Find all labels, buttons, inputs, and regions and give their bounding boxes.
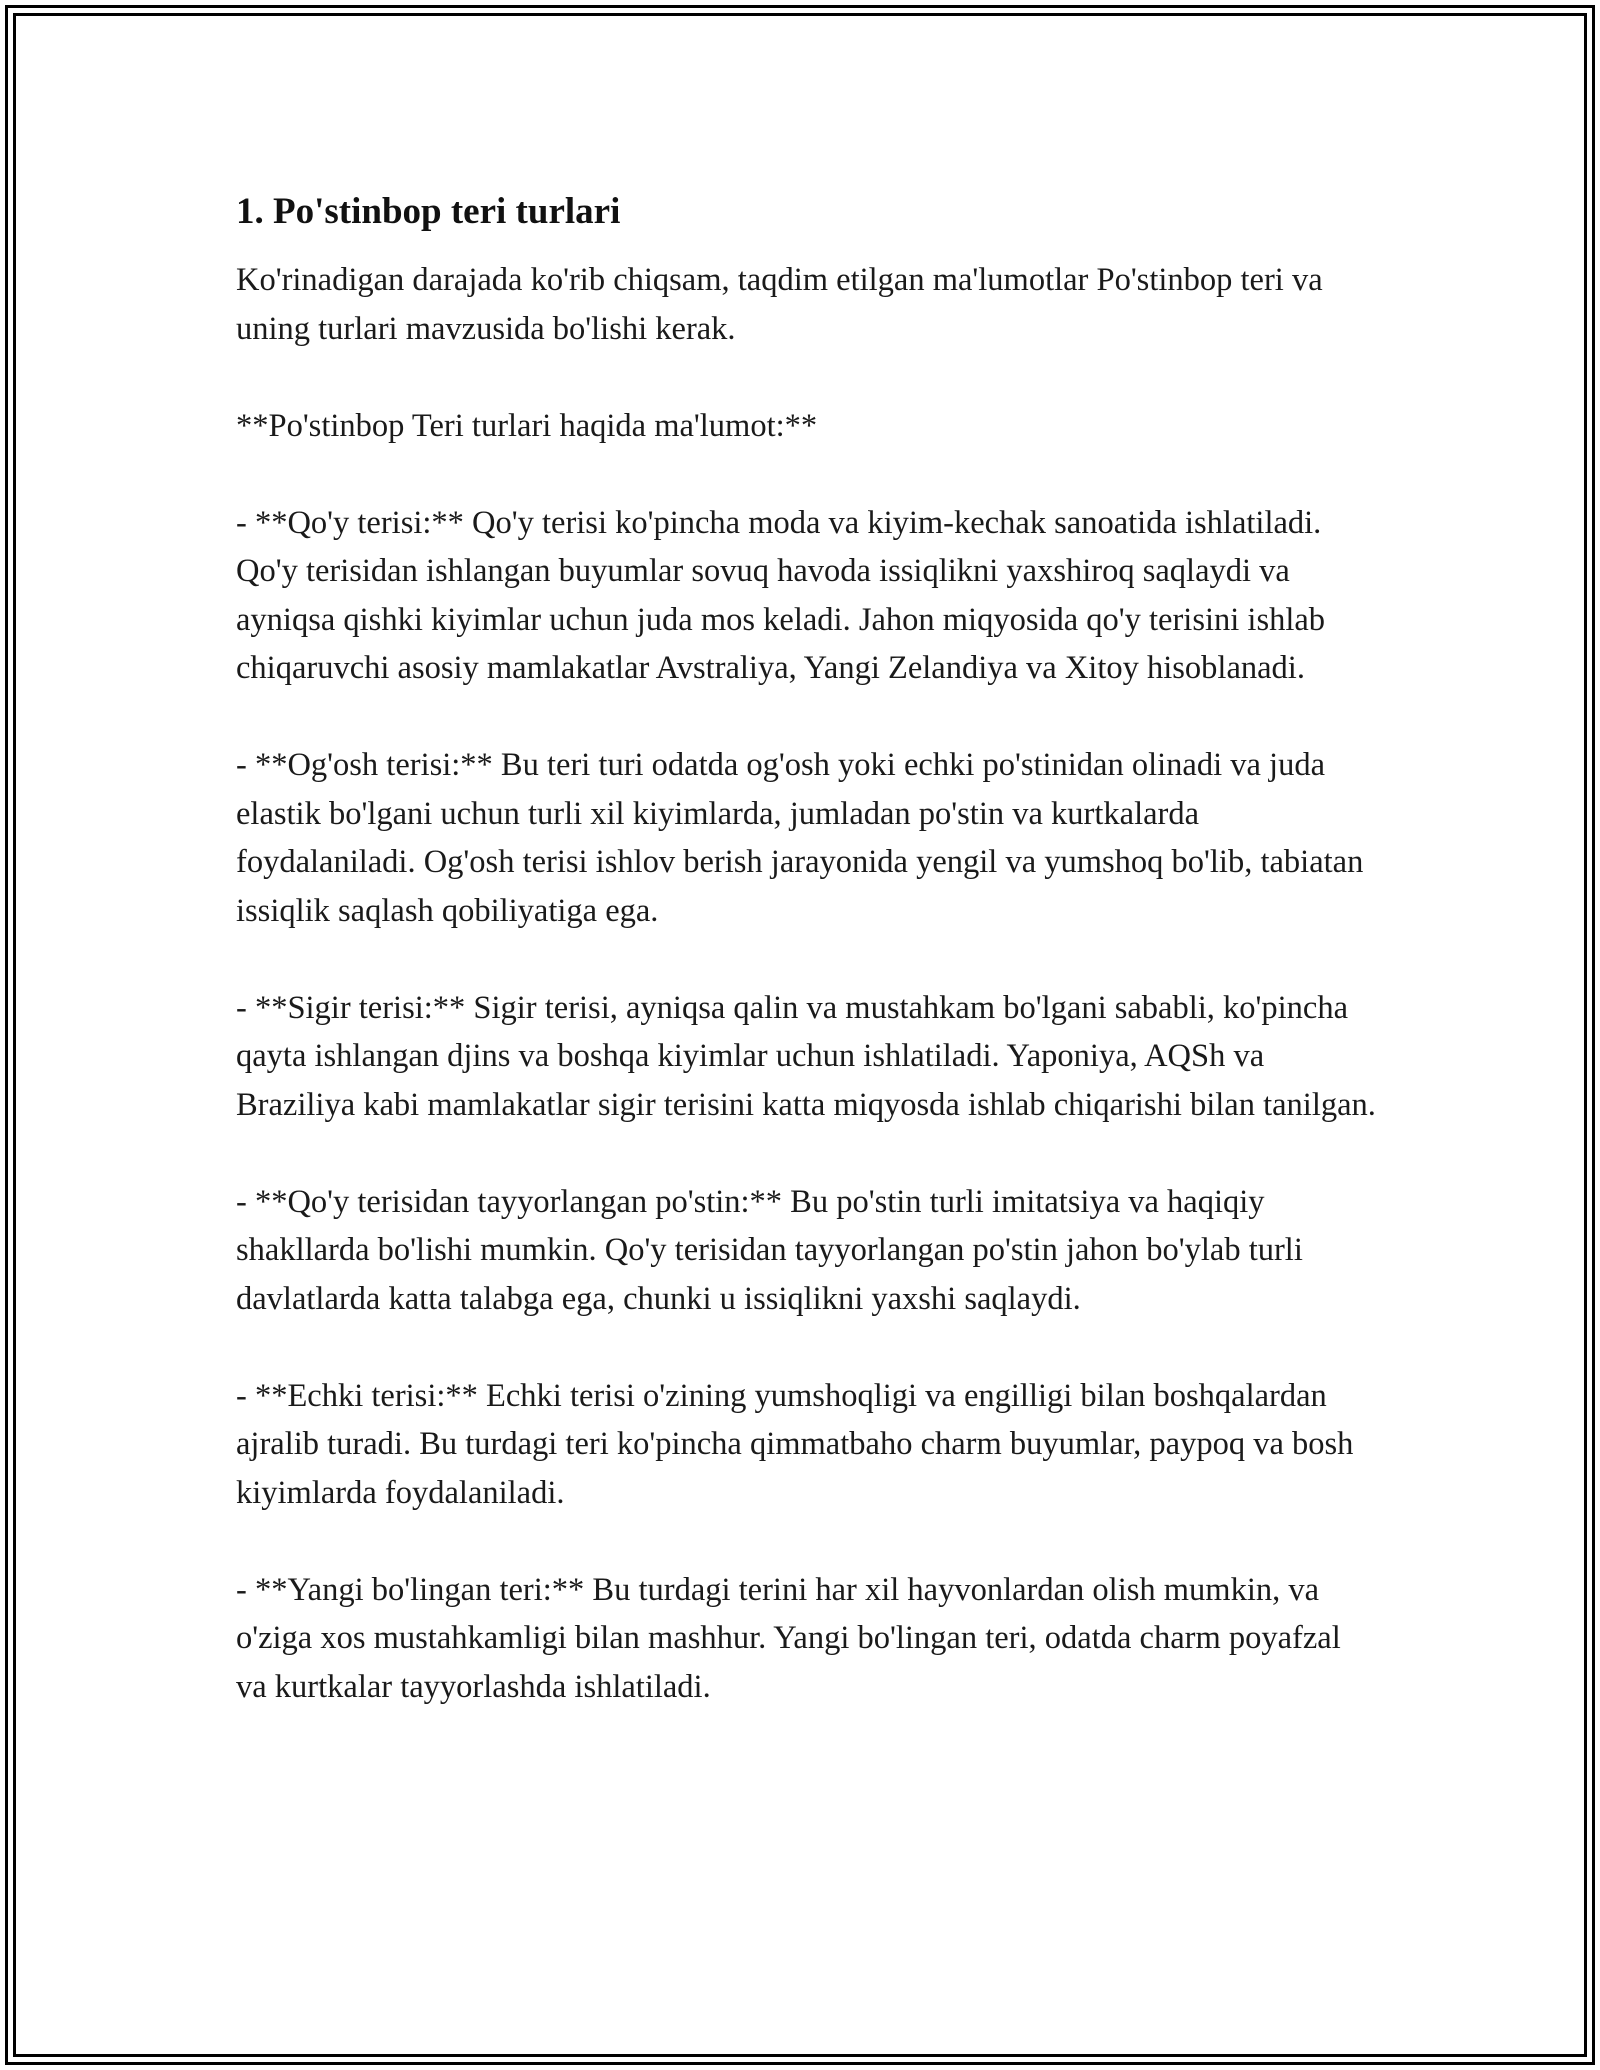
item-qoy-terisi: - **Qo'y terisi:** Qo'y terisi ko'pincha moda va kiyim-kechak sanoatida ishlatiladi. Qo'y terisidan ishlangan buyumlar sovuq havoda issiqlikni yaxshiroq saqlaydi va ayniqsa qishki kiyimlar uchun juda mos keladi. Jahon miqyosida qo'y terisini ishlab chiqaruvchi asosiy mamlakatlar Avstraliya, Yangi Zelandiya va Xitoy hisoblanadi.: [236, 504, 1326, 686]
document-body: [236, 188, 1376, 1760]
section-heading: 1. Po'stinbop teri turlari: [236, 191, 621, 232]
item-sigir-terisi: - **Sigir terisi:** Sigir terisi, ayniqsa qalin va mustahkam bo'lgani sababli, ko'pincha qayta ishlangan djins va boshqa kiyimlar uchun ishlatiladi. Yaponiya, AQSh va Braziliya kabi mamlakatlar sigir terisini katta miqyosda ishlab chiqarishi bilan tanilgan.: [236, 989, 1376, 1123]
intro-paragraph: Ko'rinadigan darajada ko'rib chiqsam, taqdim etilgan ma'lumotlar Po'stinbop teri va uning turlari mavzusida bo'lishi kerak.: [236, 262, 1323, 347]
item-echki-terisi: - **Echki terisi:** Echki terisi o'zining yumshoqligi va engilligi bilan boshqalardan ajralib turadi. Bu turdagi teri ko'pincha qimmatbaho charm buyumlar, paypoq va bosh kiyimlarda foydalaniladi.: [236, 1377, 1354, 1511]
subheading-paragraph: **Po'stinbop Teri turlari haqida ma'lumot:**: [236, 407, 818, 444]
item-qoy-postin: - **Qo'y terisidan tayyorlangan po'stin:** Bu po'stin turli imitatsiya va haqiqiy shakllarda bo'lishi mumkin. Qo'y terisidan tayyorlangan po'stin jahon bo'ylab turli davlatlarda katta talabga ega, chunki u issiqlikni yaxshi saqlaydi.: [236, 1183, 1303, 1317]
item-yangi-bolingan-teri: - **Yangi bo'lingan teri:** Bu turdagi terini har xil hayvonlardan olish mumkin, va o'ziga xos mustahkamligi bilan mashhur. Yangi bo'lingan teri, odatda charm poyafzal va kurtkalar tayyorlashda ishlatiladi.: [236, 1571, 1341, 1705]
item-ogosh-terisi: - **Og'osh terisi:** Bu teri turi odatda og'osh yoki echki po'stinidan olinadi va juda elastik bo'lgani uchun turli xil kiyimlarda, jumladan po'stin va kurtkalarda foydalaniladi. Og'osh terisi ishlov berish jarayonida yengil va yumshoq bo'lib, tabiatan issiqlik saqlash qobiliyatiga ega.: [236, 747, 1364, 929]
